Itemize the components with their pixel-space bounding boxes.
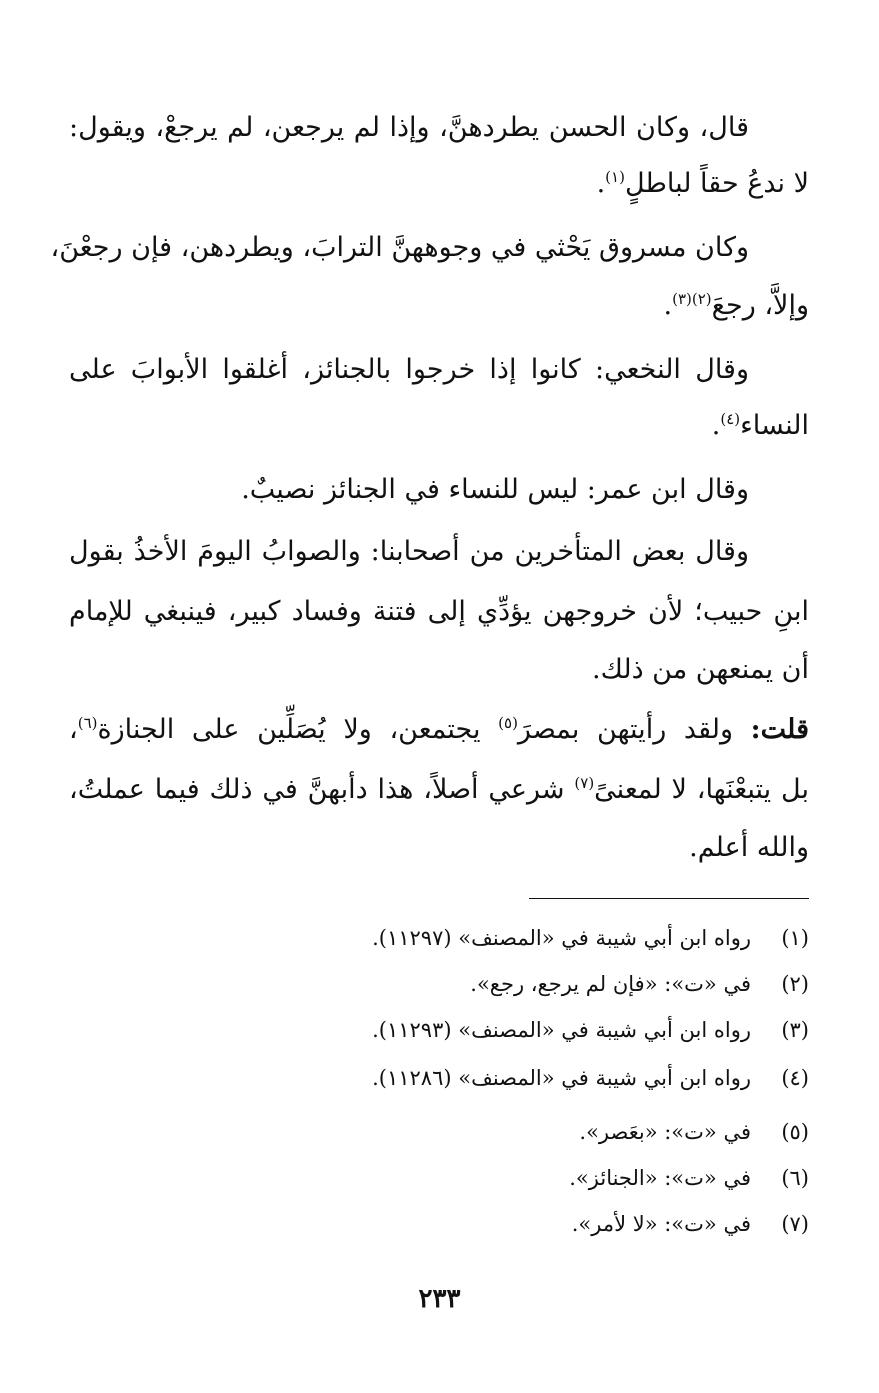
footnote-3 [69, 1014, 809, 1046]
footnote-number: (١) [781, 926, 809, 950]
text: ، [69, 714, 78, 745]
footnote-5 [69, 1116, 809, 1148]
footnote-text: رواه ابن أبي شيبة في «المصنف» (١١٢٩٧). [372, 926, 751, 950]
footnote-ref-6: (٦) [77, 714, 98, 732]
footnote-text: رواه ابن أبي شيبة في «المصنف» (١١٢٩٣). [372, 1018, 751, 1042]
text: وقال النخعي: كانوا إذا خرجوا بالجنائز، أغلقوا الأبوابَ على [69, 354, 749, 385]
text: بل يتبعْنَها، لا لمعنىً [594, 774, 809, 805]
footnote-number: (٣) [781, 1018, 809, 1042]
text: . [711, 410, 721, 441]
footnote-text: في «ت»: «فإن لم يرجع، رجع». [470, 972, 751, 996]
footnote-6 [69, 1162, 809, 1194]
footnote-4 [69, 1062, 809, 1094]
text: لا ندعُ حقاً لباطلٍ [624, 168, 809, 199]
text: شرعي أصلاً، هذا دأبهنَّ في ذلك فيما عملتُ، [69, 774, 575, 805]
footnote-number: (٧) [781, 1212, 809, 1236]
footnote-text: في «ت»: «الجنائز». [569, 1166, 751, 1190]
footnote-ref-7: (٧) [574, 774, 595, 792]
paragraph-5-line-3 [69, 650, 809, 690]
footnote-text: في «ت»: «لا لأمر». [571, 1212, 751, 1236]
footnote-ref-2-3: (٢)(٣) [672, 290, 712, 308]
paragraph-2-line-2 [69, 286, 809, 326]
paragraph-3-line-1 [69, 350, 809, 390]
text: أن يمنعهن من ذلك. [592, 654, 809, 685]
footnote-2 [69, 968, 809, 1000]
footnote-ref-4: (٤) [720, 410, 741, 428]
paragraph-1-line-1 [69, 108, 809, 148]
qultu-label: قلت: [750, 714, 809, 745]
paragraph-5-line-1 [69, 532, 809, 572]
text: وإلاَّ، رجعَ [711, 290, 809, 321]
text: . [596, 168, 606, 199]
text: وكان مسروق يَحْثي في وجوههنَّ الترابَ، ويطردهن، فإن رجعْنَ، [50, 232, 749, 263]
paragraph-2-line-1 [50, 228, 809, 268]
text: والله أعلم. [689, 832, 809, 863]
text: وقال ابن عمر: ليس للنساء في الجنائز نصيبٌ. [241, 474, 749, 505]
footnote-number: (٢) [781, 972, 809, 996]
footnote-text: في «ت»: «بعَصر». [579, 1120, 751, 1144]
paragraph-6-line-3 [69, 828, 809, 868]
text: . [663, 290, 673, 321]
text: وقال بعض المتأخرين من أصحابنا: والصوابُ اليومَ الأخذُ بقول [69, 536, 749, 567]
footnote-number: (٦) [781, 1166, 809, 1190]
footnote-divider [529, 898, 809, 899]
footnote-text: رواه ابن أبي شيبة في «المصنف» (١١٢٨٦). [372, 1066, 751, 1090]
footnote-number: (٤) [781, 1066, 809, 1090]
text: ابنِ حبيب؛ لأن خروجهن يؤدِّي إلى فتنة وفساد كبير، فينبغي للإمام [69, 596, 809, 627]
footnote-number: (٥) [781, 1120, 809, 1144]
footnote-ref-5: (٥) [498, 714, 518, 732]
text: النساء [740, 410, 809, 441]
paragraph-3-line-2 [69, 406, 809, 446]
page-number: ٢٣٣ [418, 1284, 461, 1314]
footnote-ref-1: (١) [605, 168, 625, 186]
paragraph-6-line-1 [69, 710, 809, 750]
paragraph-4-line-1 [69, 470, 809, 510]
paragraph-6-line-2 [69, 770, 809, 810]
text: يجتمعن، ولا يُصَلِّين على الجنازة [97, 714, 499, 745]
footnote-1 [69, 922, 809, 954]
text: قال، وكان الحسن يطردهنَّ، وإذا لم يرجعن، لم يرجعْ، ويقول: [69, 112, 749, 143]
footnote-7 [69, 1208, 809, 1240]
paragraph-1-line-2 [69, 164, 809, 204]
text: ولقد رأيتهن بمصرَ [517, 714, 751, 745]
paragraph-5-line-2 [69, 592, 809, 632]
